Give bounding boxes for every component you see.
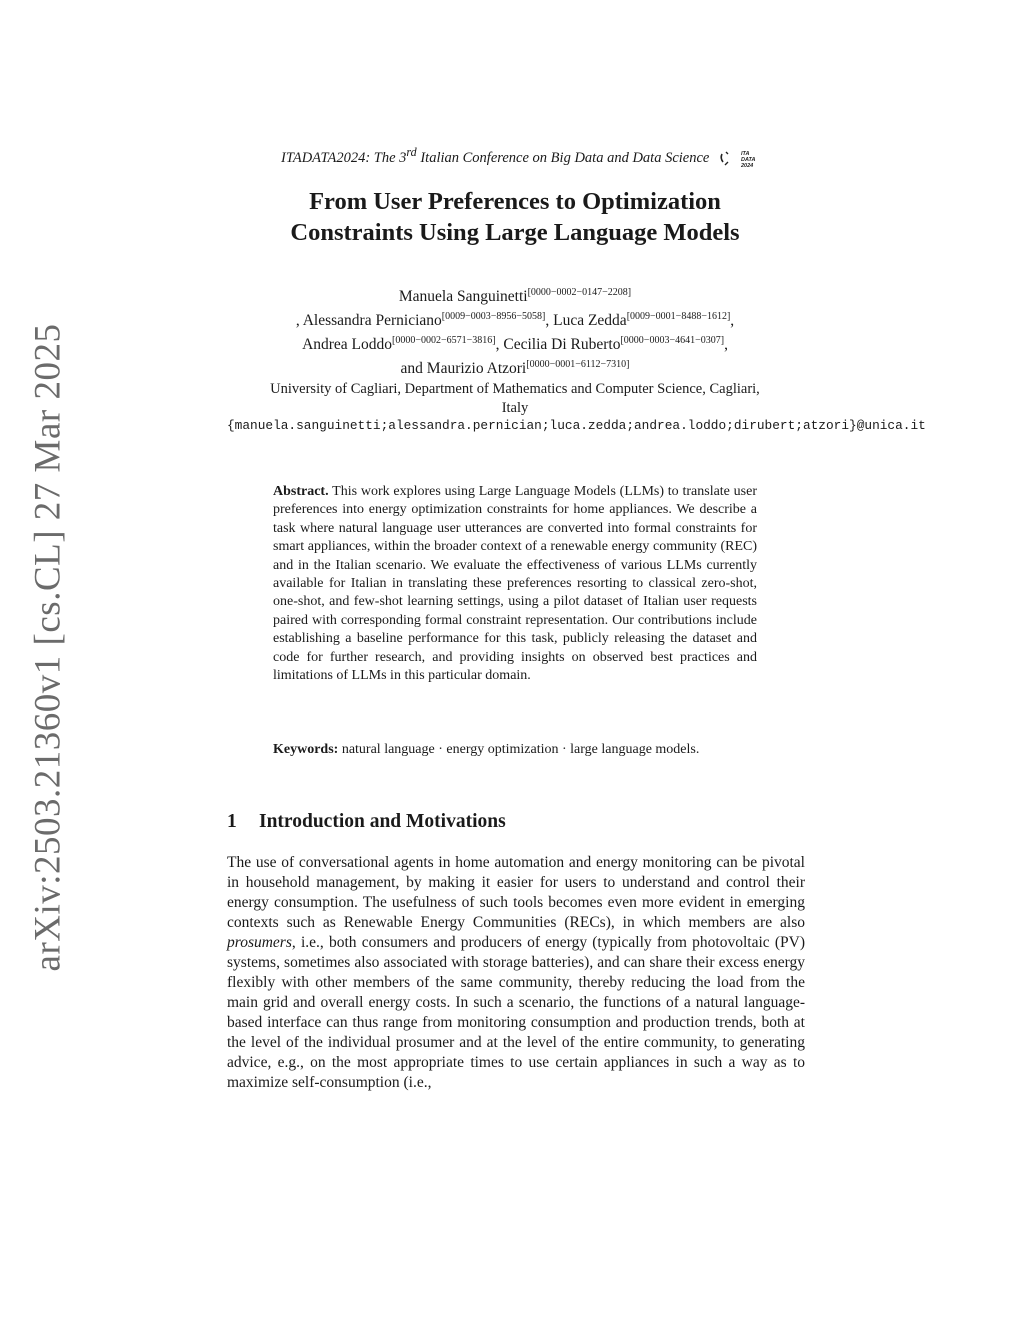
keywords	[273, 741, 757, 759]
author-orcid: [0009−0003−8956−5058]	[441, 311, 546, 323]
intro-paragraph	[227, 853, 805, 1093]
conference-header	[200, 145, 840, 169]
conference-superscript: rd	[406, 145, 417, 159]
author-orcid: [0000−0003−4641−0307]	[620, 335, 725, 347]
intro-text-1: The use of conversational agents in home automation and energy monitoring can be pivotal in household management, by making it easier for users to understand and control their energy consumption. The usefulness of such tools becomes even more evident in emerging contexts such as Renewable Energy Communities (RECs), in which members are also	[227, 854, 805, 931]
arxiv-sidebar	[18, 323, 78, 972]
author-line: Andrea Loddo[0000−0002−6571−3816], Cecilia Di Ruberto[0000−0003−4641−0307],	[302, 335, 728, 354]
logo-text-year: 2024	[740, 162, 754, 169]
section-heading	[227, 811, 506, 833]
author-name: Luca Zedda	[553, 312, 627, 330]
author-line: , Alessandra Perniciano[0009−0003−8956−5058], Luca Zedda[0009−0001−8488−1612],	[295, 311, 735, 330]
author-name: Andrea Loddo	[302, 336, 393, 354]
author-orcid: [0000−0002−0147−2208]	[527, 287, 632, 298]
author-line	[220, 283, 810, 307]
author-name: Alessandra Perniciano	[302, 312, 442, 330]
itadata-logo	[719, 149, 759, 169]
author-name: Cecilia Di Ruberto	[503, 336, 621, 354]
conference-suffix: Italian Conference on Big Data and Data Science	[416, 149, 710, 166]
author-line: and Maurizio Atzori[0000−0001−6112−7310]	[400, 359, 630, 378]
author-orcid: [0009−0001−8488−1612]	[626, 311, 731, 323]
intro-emphasis: prosumers	[227, 934, 292, 951]
author-emails: {manuela.sanguinetti;alessandra.pernician;luca.zedda;andrea.loddo;dirubert;atzori}@unica.it	[227, 418, 926, 433]
abstract-text: This work explores using Large Language Models (LLMs) to translate user preferences into energy optimization constraints for home appliances. We describe a task where natural language user utterances are converted into formal constraints for smart appliances, within the broader context of a renewable energy community (REC) and in the Italian scenario. We evaluate the effectiveness of various LLMs currently available for Italian in translating these preferences resorting to classical zero-shot, one-shot, and few-shot learning settings, using a pilot dataset of Italian user requests paired with corresponding formal constraint representation. Our contributions include establishing a baseline performance for this task, publicly releasing the dataset and code for further research, and providing insights on observed best practices and limitations of LLMs in this particular domain.	[273, 484, 758, 684]
arxiv-identifier: arXiv:2503.21360v1 [cs.CL] 27 Mar 2025	[27, 323, 69, 972]
author-orcid: [0000−0002−6571−3816]	[392, 335, 496, 347]
title-line-1: From User Preferences to Optimization	[309, 188, 721, 215]
author-name: Maurizio Atzori	[426, 360, 527, 378]
abstract-label: Abstract.	[273, 484, 329, 499]
author-list	[220, 283, 810, 380]
affiliation	[220, 380, 810, 418]
logo-text-data: DATA	[740, 156, 756, 163]
logo-text-ita: ITA	[740, 150, 750, 157]
section-title: Introduction and Motivations	[259, 811, 506, 832]
affiliation-line-2: Italy	[501, 400, 529, 416]
keywords-label: Keywords:	[273, 742, 339, 757]
section-number: 1	[227, 811, 237, 832]
paper-title	[200, 186, 830, 248]
intro-text-2: , i.e., both consumers and producers of energy (typically from photovoltaic (PV) systems, sometimes also associated with storage batteries), and can share their excess energy flexibly with other members of the same community, thereby reducing the load from the main grid and overall energy costs. In such a scenario, the functions of a natural language-based interface can thus range from monitoring consumption and production trends, both at the level of the individual prosumer and at the level of the entire community, to generating advice, e.g., on the most appropriate times to use certain appliances in such a way as to maximize self-consumption (i.e.,	[227, 934, 805, 1091]
conference-prefix: ITADATA2024: The 3	[281, 149, 407, 166]
author-orcid: [0000−0001−6112−7310]	[526, 359, 630, 371]
title-line-2: Constraints Using Large Language Models	[290, 219, 740, 246]
author-name: Manuela Sanguinetti	[398, 288, 528, 306]
affiliation-line-1: University of Cagliari, Department of Mathematics and Computer Science, Cagliari,	[270, 381, 760, 397]
abstract	[273, 483, 757, 685]
keywords-text: natural language · energy optimization · large language models.	[341, 742, 700, 757]
